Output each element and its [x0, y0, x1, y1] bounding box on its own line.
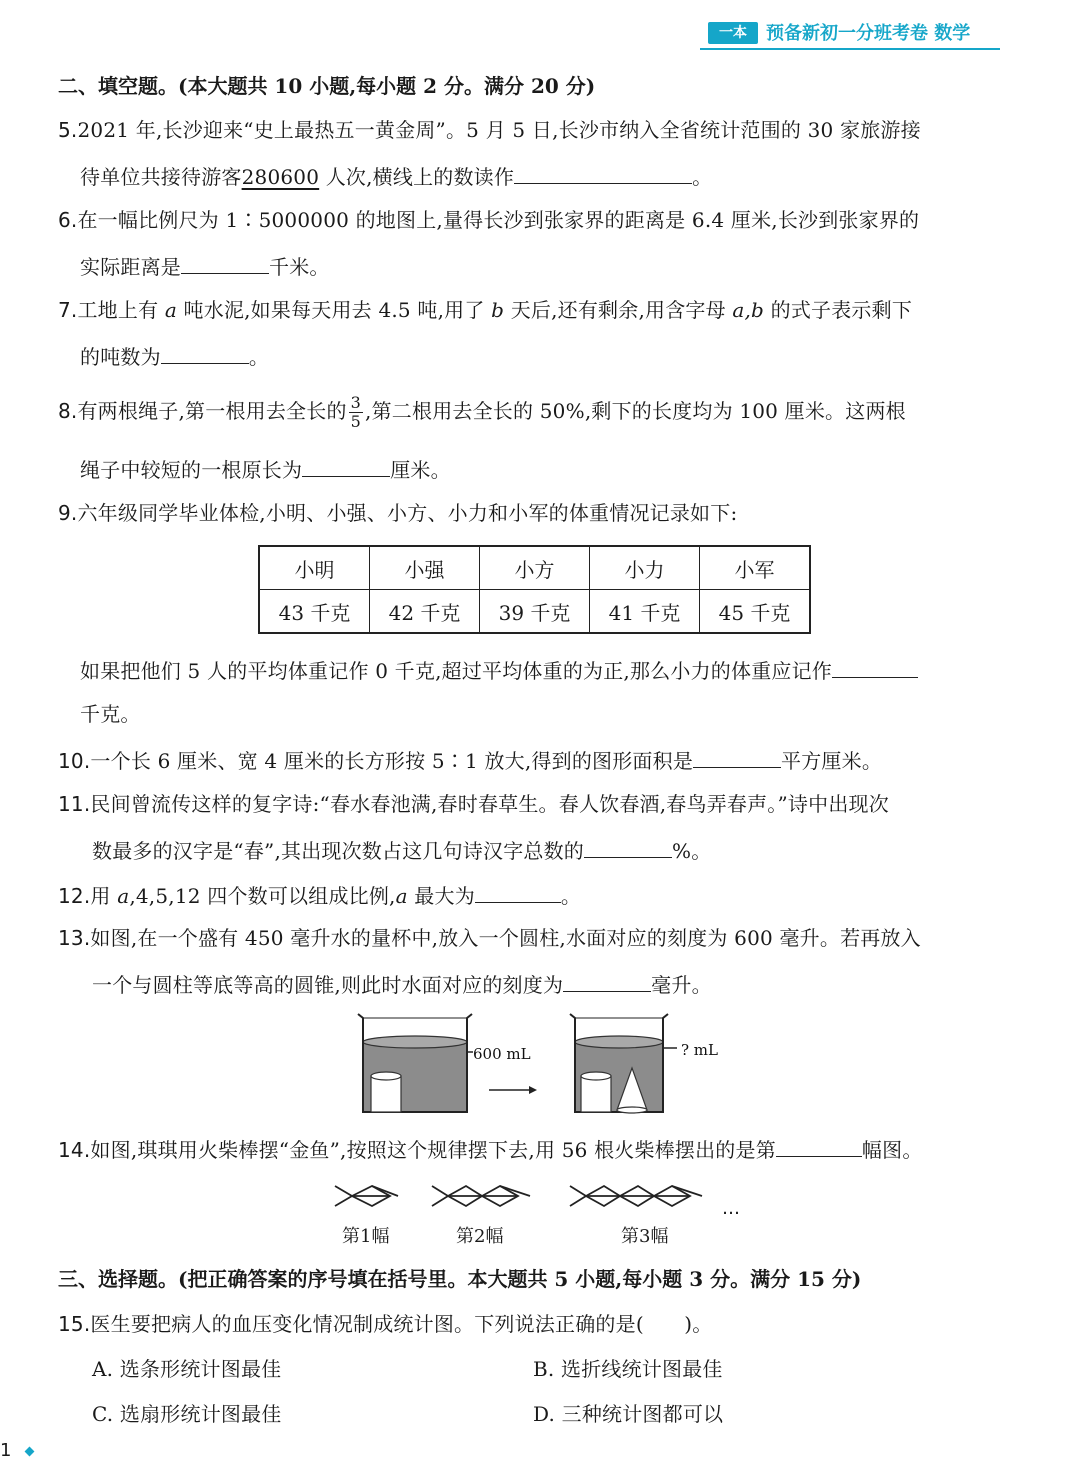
section-title-choice: 三、选择题。(把正确答案的序号填在括号里。本大题共 5 小题,每小题 3 分。满分 15 分) — [58, 1267, 862, 1291]
label-unknown-ml: ? mL — [681, 1041, 718, 1059]
option-c[interactable]: C. 选扇形统计图最佳 — [92, 1402, 282, 1426]
option-b[interactable]: B. 选折线统计图最佳 — [533, 1357, 723, 1381]
table-cell: 39 千克 — [480, 590, 590, 634]
page-number: 1 — [0, 1440, 12, 1461]
question-14: 14.如图,琪琪用火柴棒摆“金鱼”,按照这个规律摆下去,用 56 根火柴棒摆出的是第 幅图。 — [58, 1134, 923, 1164]
question-10: 10.一个长 6 厘米、宽 4 厘米的长方形按 5∶1 放大,得到的图形面积是 平方厘米。 — [58, 745, 882, 775]
table-cell: 小军 — [700, 546, 811, 590]
table-cell: 小力 — [590, 546, 700, 590]
matchstick-figure — [330, 1178, 750, 1222]
fish-figure-2 — [432, 1186, 530, 1206]
table-row — [259, 590, 810, 634]
header-rule — [700, 48, 1000, 50]
table-cell: 41 千克 — [590, 590, 700, 634]
table-cell: 43 千克 — [259, 590, 370, 634]
answer-blank-9[interactable] — [832, 655, 918, 678]
section-title-fill-blank: 二、填空题。(本大题共 10 小题,每小题 2 分。满分 20 分) — [58, 74, 596, 98]
underlined-number: 280600 — [241, 165, 320, 189]
answer-blank-8[interactable] — [302, 454, 390, 477]
table-cell: 小方 — [480, 546, 590, 590]
beaker-figure — [355, 1010, 735, 1120]
brand-logo: 一本 — [708, 22, 758, 44]
answer-blank-6[interactable] — [181, 251, 269, 274]
answer-blank-5[interactable] — [514, 161, 692, 184]
question-8-line1: 8.有两根绳子,第一根用去全长的 $\frac{3}{5}$ ,第二根用去全长的 50%,剩下的长度均为 100 厘米。这两根 — [58, 393, 906, 431]
footer-diamond-icon — [25, 1447, 35, 1457]
answer-blank-7[interactable] — [161, 341, 249, 364]
label-600ml: 600 mL — [473, 1045, 531, 1063]
header-title: 预备新初一分班考卷 数学 — [766, 23, 971, 44]
question-13-line1: 13.如图,在一个盛有 450 毫升水的量杯中,放入一个圆柱,水面对应的刻度为 600 毫升。若再放入 — [58, 926, 921, 950]
question-5-line2: 待单位共接待游客280600 人次,横线上的数读作 。 — [80, 161, 712, 191]
question-7-line1: 7.工地上有 a 吨水泥,如果每天用去 4.5 吨,用了 b 天后,还有剩余,用含字母 a,b 的式子表示剩下 — [58, 298, 913, 322]
table-row — [259, 546, 810, 590]
figure-label-3: 第3幅 — [621, 1226, 669, 1247]
question-9-line2: 如果把他们 5 人的平均体重记作 0 千克,超过平均体重的为正,那么小力的体重应记作 — [80, 655, 918, 685]
option-d[interactable]: D. 三种统计图都可以 — [533, 1402, 724, 1426]
answer-blank-12[interactable] — [475, 880, 561, 903]
question-6-line2: 实际距离是 千米。 — [80, 251, 330, 281]
question-7-line2: 的吨数为 。 — [80, 341, 269, 371]
figure-label-2: 第2幅 — [456, 1226, 504, 1247]
answer-blank-10[interactable] — [693, 745, 781, 768]
ellipsis: … — [722, 1198, 740, 1219]
fraction-three-fifths: $\frac{3}{5}$ — [350, 393, 362, 431]
answer-blank-13[interactable] — [563, 969, 651, 992]
question-6-line1: 6.在一幅比例尺为 1∶5000000 的地图上,量得长沙到张家界的距离是 6.4 厘米,长沙到张家界的 — [58, 208, 920, 232]
weight-table — [258, 545, 811, 634]
figure-label-1: 第1幅 — [342, 1226, 390, 1247]
question-8-line2: 绳子中较短的一根原长为 厘米。 — [80, 454, 451, 484]
question-11-line2: 数最多的汉字是“春”,其出现次数占这几句诗汉字总数的 %。 — [92, 835, 711, 865]
arrow-icon — [489, 1086, 537, 1094]
fish-figure-3 — [570, 1186, 702, 1206]
option-a[interactable]: A. 选条形统计图最佳 — [92, 1357, 282, 1381]
question-15: 15.医生要把病人的血压变化情况制成统计图。下列说法正确的是( )。 — [58, 1312, 713, 1336]
question-13-line2: 一个与圆柱等底等高的圆锥,则此时水面对应的刻度为 毫升。 — [92, 969, 712, 999]
answer-blank-11[interactable] — [584, 835, 672, 858]
question-5-line1: 5.2021 年,长沙迎来“史上最热五一黄金周”。5 月 5 日,长沙市纳入全省统计范围的 30 家旅游接 — [58, 118, 921, 142]
answer-blank-14[interactable] — [776, 1134, 862, 1157]
question-9-line1: 9.六年级同学毕业体检,小明、小强、小方、小力和小军的体重情况记录如下: — [58, 501, 738, 525]
beaker-unknown — [570, 1014, 677, 1113]
table-cell: 小明 — [259, 546, 370, 590]
fish-figure-1 — [335, 1186, 398, 1206]
table-cell: 45 千克 — [700, 590, 811, 634]
table-cell: 小强 — [370, 546, 480, 590]
table-cell: 42 千克 — [370, 590, 480, 634]
beaker-600ml — [358, 1014, 473, 1112]
question-12: 12.用 a,4,5,12 四个数可以组成比例,a 最大为 。 — [58, 880, 581, 910]
question-9-line3: 千克。 — [80, 702, 141, 726]
question-11-line1: 11.民间曾流传这样的复字诗:“春水春池满,春时春草生。春人饮春酒,春鸟弄春声。”诗中出现次 — [58, 792, 889, 816]
